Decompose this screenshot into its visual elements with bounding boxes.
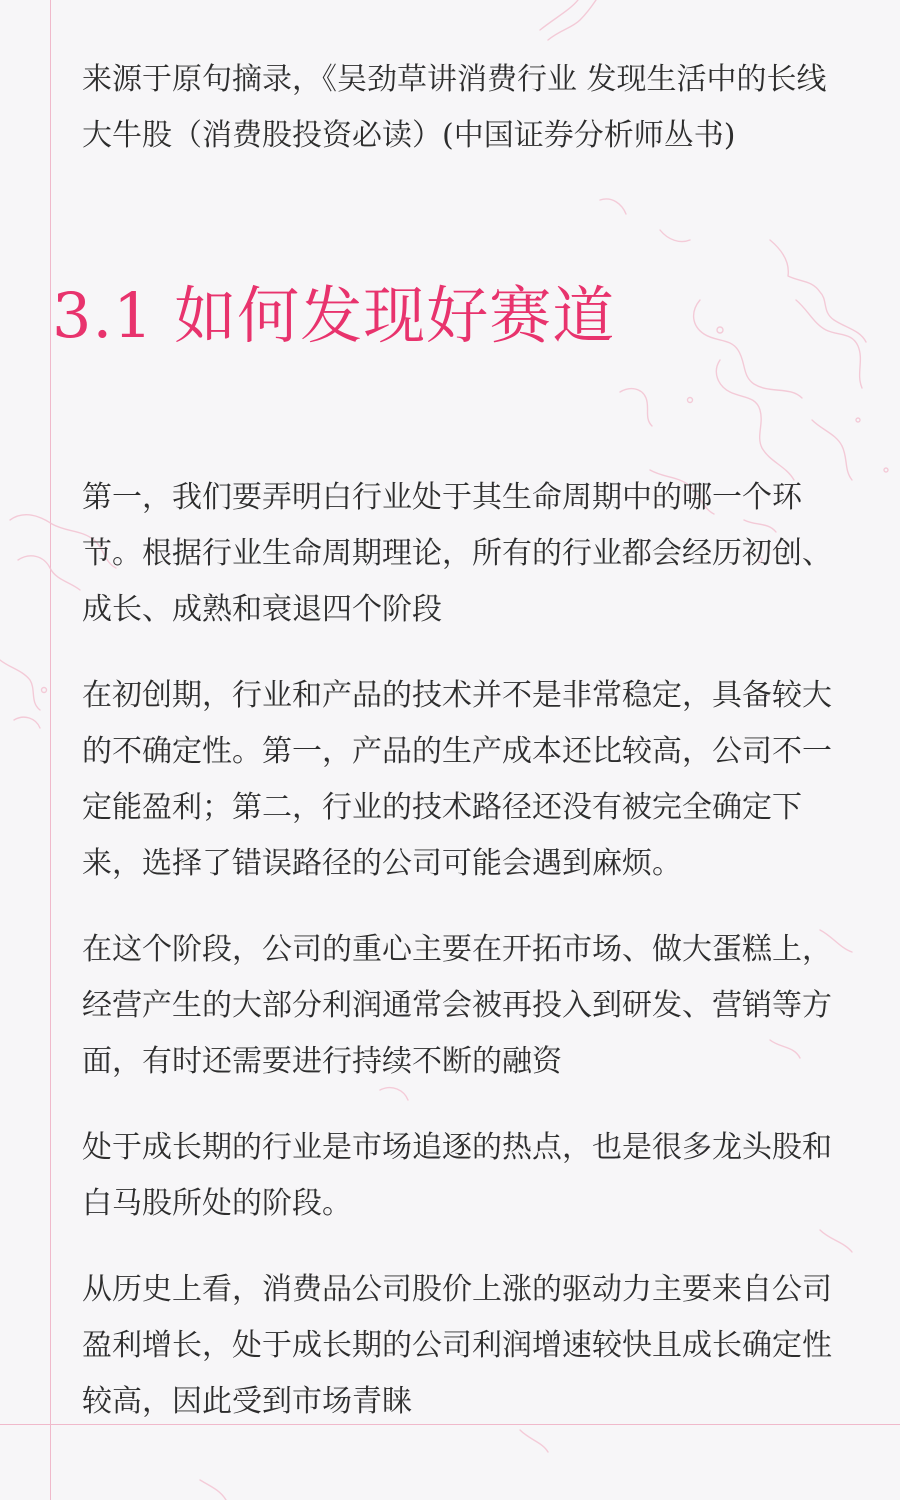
paragraph-growth-stage: 处于成长期的行业是市场追逐的热点，也是很多龙头股和白马股所处的阶段。	[82, 1130, 832, 1221]
source-citation: 来源于原句摘录，《吴劲草讲消费行业 发现生活中的长线大牛股（消费股投资必读）(中国证券分析师丛书)	[82, 62, 827, 153]
paragraph-industry-lifecycle: 第一，我们要弄明白行业处于其生命周期中的哪一个环节。根据行业生命周期理论，所有的行业都会经历初创、成长、成熟和衰退四个阶段	[82, 480, 832, 627]
paragraph-startup-stage: 在初创期，行业和产品的技术并不是非常稳定，具备较大的不确定性。第一，产品的生产成本还比较高，公司不一定能盈利；第二，行业的技术路径还没有被完全确定下来，选择了错误路径的公司可能会遇到麻烦。	[82, 678, 832, 881]
paragraph-market-expansion: 在这个阶段，公司的重心主要在开拓市场、做大蛋糕上，经营产生的大部分利润通常会被再投入到研发、营销等方面，有时还需要进行持续不断的融资	[82, 932, 832, 1079]
paragraph-historical-drivers: 从历史上看，消费品公司股价上涨的驱动力主要来自公司盈利增长，处于成长期的公司利润增速较快且成长确定性较高，因此受到市场青睐	[82, 1272, 832, 1419]
margin-guide-line	[50, 0, 51, 1500]
section-heading: 3.1 如何发现好赛道	[52, 279, 616, 352]
